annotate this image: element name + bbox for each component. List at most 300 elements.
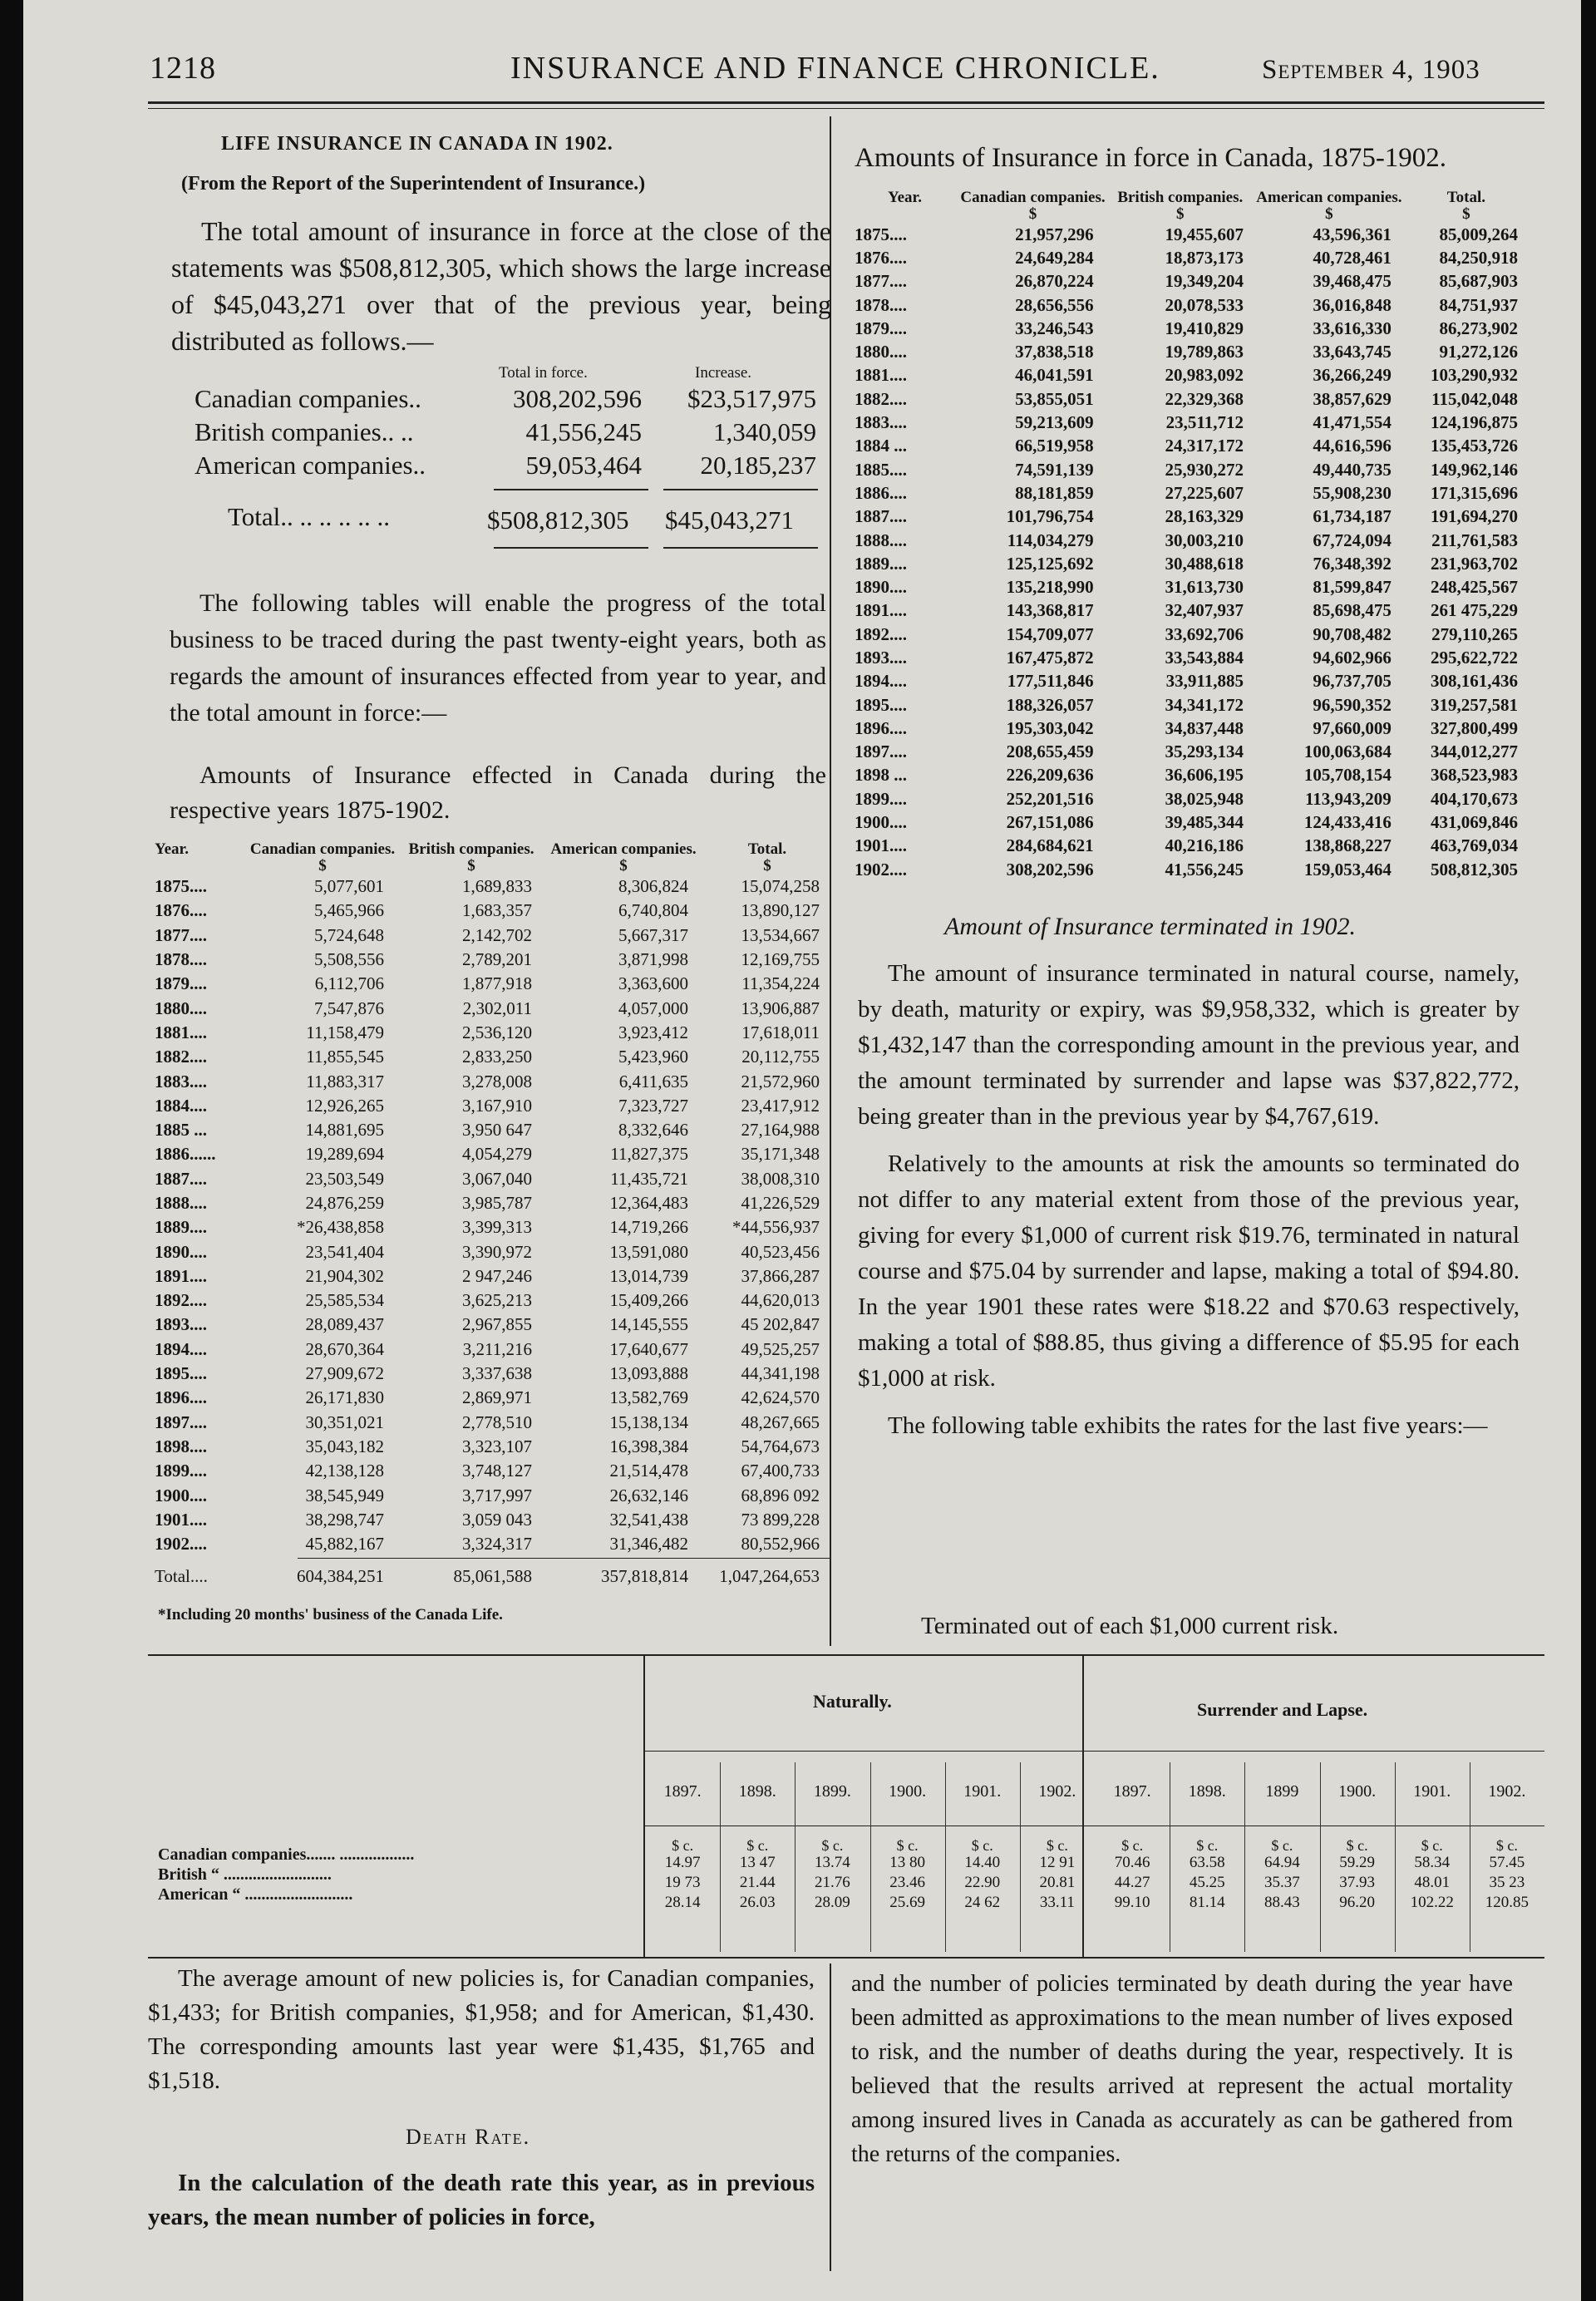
rates-year-header: 1902. [1038, 1782, 1076, 1801]
total-cell: 85,061,588 [453, 1566, 532, 1586]
rates-bottom-rule [148, 1957, 1544, 1959]
value-cell: 27,225,607 [1165, 482, 1244, 503]
year-cell: 1879.... [855, 318, 907, 338]
value-cell: 17,618,011 [741, 1022, 820, 1042]
rate-cell: 13 47 [739, 1854, 776, 1871]
value-cell: 42,138,128 [305, 1461, 384, 1481]
value-cell: 19,455,607 [1165, 224, 1244, 244]
rate-table-title: Terminated out of each $1,000 current risk. [921, 1613, 1339, 1639]
table-row [855, 435, 1530, 458]
value-cell: 13,093,888 [609, 1363, 688, 1384]
value-cell: 66,519,958 [1015, 436, 1094, 456]
value-cell: 6,112,706 [314, 973, 384, 994]
value-cell: 31,346,482 [609, 1534, 688, 1555]
value-cell: 3,923,412 [618, 1022, 688, 1042]
table-row [855, 741, 1530, 764]
year-cell: 1877.... [155, 924, 207, 945]
year-cell: 1875.... [155, 876, 207, 897]
value-cell: 14,719,266 [609, 1217, 688, 1238]
value-cell: 46,041,591 [1015, 365, 1094, 386]
table-row [855, 764, 1530, 787]
value-cell: 125,125,692 [1006, 553, 1094, 574]
value-cell: 84,751,937 [1439, 294, 1518, 315]
value-cell: 3,625,213 [462, 1290, 532, 1311]
effected-total-row [155, 1566, 833, 1587]
dollar-sign: $ [1462, 205, 1470, 223]
dollar-sign: $ [619, 857, 628, 875]
value-cell: 11,883,317 [306, 1071, 384, 1091]
table-row [155, 1288, 833, 1313]
summary-rule-1 [494, 489, 648, 490]
year-cell: 1878.... [855, 294, 907, 315]
table-row [855, 811, 1530, 834]
dollar-sign: $ [763, 857, 771, 875]
value-cell: *44,556,937 [732, 1217, 820, 1238]
rates-unit: $ c. [1046, 1837, 1068, 1854]
value-cell: 33,246,543 [1015, 318, 1094, 338]
value-cell: 36,016,848 [1313, 294, 1392, 315]
table-row [855, 293, 1530, 317]
year-cell: 1888.... [855, 530, 907, 550]
rate-cell: 96.20 [1339, 1894, 1375, 1911]
value-cell: 13,582,769 [609, 1387, 688, 1408]
value-cell: 100,063,684 [1303, 742, 1392, 762]
value-cell: 3,748,127 [462, 1461, 532, 1481]
value-cell: 44,341,198 [741, 1363, 820, 1384]
summary-row [195, 451, 826, 484]
value-cell: 40,523,456 [741, 1241, 820, 1262]
value-cell: 188,326,057 [1006, 694, 1094, 715]
value-cell: 44,616,596 [1313, 436, 1392, 456]
value-cell: 12,169,755 [741, 949, 820, 970]
value-cell: 34,341,172 [1165, 694, 1244, 715]
value-cell: 5,465,966 [314, 900, 384, 921]
table-row [855, 575, 1530, 599]
value-cell: 15,409,266 [609, 1290, 688, 1311]
rate-cell: 28.14 [664, 1894, 701, 1911]
value-cell: 138,868,227 [1303, 835, 1392, 856]
year-cell: 1887.... [155, 1168, 207, 1189]
year-cell: 1890.... [155, 1241, 207, 1262]
terminated-para-1: The amount of insurance terminated in natural course, namely, by death, maturity or expiry, was $9,958,332, which is greater by $1,432,147 than the corresponding amount in the previous year, and the amount terminated by surrender and lapse was $37,822,772, being greater than in the previous year by $4,767,619. [858, 960, 1520, 1130]
rates-row-label: British “ .......................... [158, 1865, 332, 1884]
value-cell: 14,145,555 [609, 1314, 688, 1335]
value-cell: 463,769,034 [1431, 835, 1518, 856]
value-cell: 13,906,887 [741, 998, 820, 1018]
table-row [855, 693, 1530, 717]
value-cell: 11,855,545 [306, 1047, 384, 1067]
value-cell: 23,503,549 [305, 1168, 384, 1189]
effected-col-year: Year. [155, 840, 189, 858]
value-cell: 267,151,086 [1006, 812, 1094, 833]
value-cell: 5,508,556 [314, 949, 384, 970]
value-cell: 30,003,210 [1165, 530, 1244, 550]
value-cell: 49,525,257 [741, 1338, 820, 1359]
rates-year-header: 1897. [663, 1782, 702, 1801]
rate-cell: 14.97 [664, 1854, 701, 1871]
value-cell: 3,390,972 [462, 1241, 532, 1262]
value-cell: 3,059 043 [462, 1509, 532, 1530]
rate-cell: 120.85 [1485, 1894, 1530, 1911]
value-cell: 28,656,556 [1015, 294, 1094, 315]
rate-cell: 37.93 [1339, 1874, 1375, 1891]
table-row [855, 858, 1530, 881]
year-cell: 1889.... [155, 1217, 207, 1238]
year-cell: 1900.... [855, 812, 907, 833]
rate-cell: 21.44 [739, 1874, 776, 1891]
table-row [855, 364, 1530, 387]
summary-row [195, 417, 826, 451]
table-row [155, 1118, 833, 1142]
value-cell: 21,957,296 [1015, 224, 1094, 244]
value-cell: 105,708,154 [1303, 765, 1392, 786]
effected-total-rule [298, 1558, 830, 1559]
year-cell: 1891.... [855, 600, 907, 621]
value-cell: 11,354,224 [741, 973, 820, 994]
rates-top-rule [148, 1654, 1544, 1656]
table-row [855, 623, 1530, 646]
table-row [155, 924, 833, 948]
value-cell: 1,683,357 [462, 900, 532, 921]
value-cell: 3,399,313 [462, 1217, 532, 1238]
value-cell: 195,303,042 [1006, 717, 1094, 738]
year-cell: 1902.... [855, 859, 907, 880]
table-row [855, 270, 1530, 293]
year-cell: 1884 ... [855, 436, 907, 456]
value-cell: 37,866,287 [741, 1265, 820, 1286]
rate-cell: 12 91 [1039, 1854, 1076, 1871]
rates-year-header: 1902. [1488, 1782, 1526, 1801]
value-cell: 85,009,264 [1439, 224, 1518, 244]
rates-year-header: 1898. [738, 1782, 776, 1801]
value-cell: 177,511,846 [1007, 671, 1094, 692]
rate-cell: 13.74 [815, 1854, 850, 1871]
terminated-para-2: Relatively to the amounts at risk the amounts so terminated do not differ to any material extent from those of the previous year, giving for every $1,000 of current risk $19.76, terminated in natural course and $75.04 by surrender and lapse, making a total of $94.80. In the year 1901 these rates were $18.22 and $70.63 respectively, making a total of $88.85, thus giving a difference of $5.95 for each $1,000 at risk. [858, 1150, 1520, 1392]
value-cell: 21,904,302 [305, 1265, 384, 1286]
rate-cell: 88.43 [1264, 1894, 1300, 1911]
value-cell: 12,926,265 [305, 1095, 384, 1116]
value-cell: 21,514,478 [609, 1461, 688, 1481]
value-cell: 41,556,245 [1165, 859, 1244, 880]
rates-unit: $ c. [1271, 1837, 1293, 1854]
year-cell: 1890.... [855, 577, 907, 598]
value-cell: 2,967,855 [462, 1314, 532, 1335]
value-cell: 103,290,932 [1431, 365, 1518, 386]
value-cell: 33,543,884 [1165, 647, 1244, 668]
value-cell: 6,740,804 [618, 900, 688, 921]
value-cell: 191,694,270 [1431, 506, 1518, 527]
value-cell: 308,202,596 [1006, 859, 1094, 880]
value-cell: 40,728,461 [1313, 247, 1392, 268]
value-cell: 59,213,609 [1015, 412, 1094, 433]
header-rule-thin [148, 108, 1544, 109]
inforce-col-total: Total. [1446, 189, 1486, 206]
rate-cell: 35 23 [1489, 1874, 1525, 1891]
value-cell: 24,649,284 [1015, 247, 1094, 268]
table-row [155, 1313, 833, 1337]
value-cell: 85,687,903 [1439, 271, 1518, 292]
year-cell: 1893.... [855, 647, 907, 668]
value-cell: 86,273,902 [1439, 318, 1518, 338]
value-cell: 40,216,186 [1165, 835, 1244, 856]
value-cell: 24,317,172 [1165, 436, 1244, 456]
value-cell: 135,453,726 [1431, 436, 1518, 456]
value-cell: 34,837,448 [1165, 717, 1244, 738]
article-title: LIFE INSURANCE IN CANADA IN 1902. [221, 133, 613, 155]
value-cell: 7,323,727 [618, 1095, 688, 1116]
value-cell: 159,053,464 [1303, 859, 1392, 880]
rates-unit: $ c. [746, 1837, 769, 1854]
value-cell: 38,545,949 [305, 1485, 384, 1505]
table-row [155, 1435, 833, 1459]
issue-date: September 4, 1903 [1262, 55, 1480, 85]
summary-col-force: Total in force. [499, 364, 588, 382]
rate-cell: 64.94 [1264, 1854, 1300, 1871]
value-cell: 19,289,694 [305, 1144, 384, 1165]
value-cell: 35,171,348 [741, 1144, 820, 1165]
value-cell: 73 899,228 [741, 1509, 820, 1530]
rates-row-labels [158, 1845, 640, 1905]
year-cell: 1878.... [155, 949, 207, 970]
rate-cell: 48.01 [1414, 1874, 1451, 1891]
value-cell: 26,171,830 [305, 1387, 384, 1408]
effected-col-american: American companies. [550, 840, 697, 858]
year-cell: 1885 ... [155, 1120, 207, 1141]
value-cell: 1,689,833 [462, 876, 532, 897]
value-cell: 8,332,646 [618, 1120, 688, 1141]
year-cell: 1900.... [155, 1485, 207, 1505]
rates-unit: $ c. [1495, 1837, 1518, 1854]
value-cell: 28,670,364 [305, 1338, 384, 1359]
year-cell: 1894.... [855, 671, 907, 692]
year-cell: 1875.... [855, 224, 907, 244]
inforce-table-title: Amounts of Insurance in force in Canada, 1875-1902. [855, 143, 1447, 173]
value-cell: 143,368,817 [1006, 600, 1094, 621]
value-cell: 32,407,937 [1165, 600, 1244, 621]
value-cell: 67,724,094 [1313, 530, 1392, 550]
value-cell: 96,737,705 [1313, 671, 1392, 692]
total-cell: 604,384,251 [297, 1566, 384, 1586]
summary-table [195, 384, 826, 484]
table-row [855, 317, 1530, 340]
table-row [155, 1566, 833, 1587]
death-rate-block [148, 2166, 815, 2234]
value-cell: 208,655,459 [1006, 742, 1094, 762]
value-cell: 3,167,910 [462, 1095, 532, 1116]
table-row [855, 717, 1530, 740]
value-cell: 344,012,277 [1431, 742, 1518, 762]
table-row [155, 996, 833, 1020]
value-cell: 88,181,859 [1015, 482, 1094, 503]
average-amount-block [148, 1962, 815, 2098]
value-cell: 114,034,279 [1007, 530, 1094, 550]
value-cell: 15,138,134 [609, 1412, 688, 1432]
rates-year-header: 1900. [1338, 1782, 1377, 1801]
value-cell: *26,438,858 [297, 1217, 384, 1238]
rate-cell: 44.27 [1114, 1874, 1150, 1891]
value-cell: 35,293,134 [1165, 742, 1244, 762]
year-cell: 1880.... [855, 342, 907, 362]
value-cell: 20,078,533 [1165, 294, 1244, 315]
rate-cell: 20.81 [1039, 1874, 1076, 1891]
table-row [855, 552, 1530, 575]
value-cell: 2,869,971 [462, 1387, 532, 1408]
value-cell: 1,877,918 [462, 973, 532, 994]
table-row [155, 1215, 833, 1239]
value-cell: 252,201,516 [1006, 788, 1094, 809]
value-cell: 80,552,966 [741, 1534, 820, 1555]
value-cell: 2,142,702 [462, 924, 532, 945]
value-cell: 37,838,518 [1015, 342, 1094, 362]
year-cell: 1880.... [155, 998, 207, 1018]
rate-cell: 14.40 [964, 1854, 1001, 1871]
table-row [155, 1045, 833, 1069]
year-cell: 1893.... [155, 1314, 207, 1335]
rates-unit: $ c. [1121, 1837, 1144, 1854]
inforce-col-british: British companies. [1117, 189, 1244, 206]
value-cell: 25,585,534 [305, 1290, 384, 1311]
rate-cell: 35.37 [1264, 1874, 1300, 1891]
table-row [155, 1239, 833, 1264]
value-cell: 171,315,696 [1431, 482, 1518, 503]
intro-text: The total amount of insurance in force at the close of the statements was $508,812,305, which shows the large increase of $45,043,271 over that of the previous year, being distributed as follows.— [171, 216, 831, 356]
value-cell: 84,250,918 [1439, 247, 1518, 268]
value-cell: 25,930,272 [1165, 459, 1244, 480]
value-cell: 431,069,846 [1431, 812, 1518, 833]
year-cell: 1897.... [155, 1412, 207, 1432]
rates-group-surrender: Surrender and Lapse. [1197, 1699, 1368, 1720]
table-row [155, 1021, 833, 1045]
year-cell: 1883.... [155, 1071, 207, 1091]
value-cell: 11,827,375 [610, 1144, 688, 1165]
table-row [155, 875, 833, 899]
total-label: Total.... [155, 1566, 208, 1586]
value-cell: 19,410,829 [1165, 318, 1244, 338]
year-cell: 1888.... [155, 1193, 207, 1213]
dollar-sign: $ [1176, 205, 1185, 223]
value-cell: 55,908,230 [1313, 482, 1392, 503]
value-cell: 6,411,635 [618, 1071, 688, 1091]
value-cell: 91,272,126 [1439, 342, 1518, 362]
value-cell: 41,226,529 [741, 1193, 820, 1213]
value-cell: 19,349,204 [1165, 271, 1244, 292]
value-cell: 23,417,912 [741, 1095, 820, 1116]
value-cell: 24,876,259 [305, 1193, 384, 1213]
value-cell: 44,620,013 [741, 1290, 820, 1311]
value-cell: 13,591,080 [609, 1241, 688, 1262]
value-cell: 4,054,279 [462, 1144, 532, 1165]
dollar-sign: $ [467, 857, 475, 875]
value-cell: 2,833,250 [462, 1047, 532, 1067]
rates-unit: $ c. [1346, 1837, 1368, 1854]
value-cell: 13,890,127 [741, 900, 820, 921]
effected-col-british: British companies. [408, 840, 534, 858]
rates-unit: $ c. [672, 1837, 694, 1854]
rate-cell: 25.69 [889, 1894, 925, 1911]
death-rate-text: In the calculation of the death rate this year, as in previous years, the mean number of policies in force, [148, 2170, 815, 2230]
year-cell: 1896.... [155, 1387, 207, 1408]
summary-row-increase: 1,340,059 [713, 417, 816, 446]
value-cell: 13,014,739 [609, 1265, 688, 1286]
year-cell: 1902.... [155, 1534, 207, 1555]
value-cell: 261 475,229 [1431, 600, 1518, 621]
value-cell: 23,511,712 [1165, 412, 1244, 433]
value-cell: 3,067,040 [462, 1168, 532, 1189]
value-cell: 61,734,187 [1313, 506, 1392, 527]
summary-row-force: 59,053,464 [525, 451, 642, 480]
value-cell: 327,800,499 [1431, 717, 1518, 738]
value-cell: 67,400,733 [741, 1461, 820, 1481]
value-cell: 42,624,570 [741, 1387, 820, 1408]
value-cell: 54,764,673 [741, 1436, 820, 1456]
value-cell: 3,871,998 [618, 949, 688, 970]
table-row [855, 529, 1530, 552]
value-cell: 2,302,011 [462, 998, 532, 1018]
value-cell: 319,257,581 [1431, 694, 1518, 715]
table-row [155, 1069, 833, 1093]
value-cell: 2,789,201 [462, 949, 532, 970]
value-cell: 94,602,966 [1313, 647, 1392, 668]
mortality-block [851, 1967, 1513, 2171]
table-row [155, 1167, 833, 1191]
year-cell: 1894.... [155, 1338, 207, 1359]
value-cell: 76,348,392 [1313, 553, 1392, 574]
summary-rule-2 [663, 489, 818, 490]
rate-cell: 70.46 [1114, 1854, 1150, 1871]
value-cell: 279,110,265 [1431, 623, 1518, 644]
value-cell: 2 947,246 [462, 1265, 532, 1286]
value-cell: 231,963,702 [1431, 553, 1518, 574]
rate-cell: 58.34 [1414, 1854, 1451, 1871]
value-cell: 3,717,997 [462, 1485, 532, 1505]
table-row [855, 458, 1530, 481]
value-cell: 33,692,706 [1165, 623, 1244, 644]
value-cell: 53,855,051 [1015, 388, 1094, 409]
value-cell: 90,708,482 [1313, 623, 1392, 644]
rate-cell: 57.45 [1489, 1854, 1525, 1871]
value-cell: 5,077,601 [314, 876, 384, 897]
rates-year-header: 1901. [963, 1782, 1002, 1801]
value-cell: 27,909,672 [305, 1363, 384, 1384]
value-cell: 45 202,847 [741, 1314, 820, 1335]
value-cell: 295,622,722 [1431, 647, 1518, 668]
table-row [855, 646, 1530, 669]
value-cell: 135,218,990 [1006, 577, 1094, 598]
rates-year-header: 1899 [1265, 1782, 1299, 1801]
table-row [155, 1362, 833, 1386]
value-cell: 48,267,665 [741, 1412, 820, 1432]
value-cell: 18,873,173 [1165, 247, 1244, 268]
value-cell: 97,660,009 [1313, 717, 1392, 738]
value-cell: 96,590,352 [1313, 694, 1392, 715]
table-row [155, 972, 833, 996]
rate-cell: 59.29 [1339, 1854, 1375, 1871]
dollar-sign: $ [318, 857, 327, 875]
summary-row-label: British companies.. .. [195, 417, 414, 446]
publication-title: INSURANCE AND FINANCE CHRONICLE. [510, 51, 1160, 86]
value-cell: 33,643,745 [1313, 342, 1392, 362]
table-row [855, 223, 1530, 246]
value-cell: 31,613,730 [1165, 577, 1244, 598]
summary-total-rule-2 [663, 547, 818, 549]
year-cell: 1899.... [855, 788, 907, 809]
rates-year-header: 1899. [813, 1782, 851, 1801]
value-cell: 12,364,483 [609, 1193, 688, 1213]
value-cell: 35,043,182 [305, 1436, 384, 1456]
rates-grid [645, 1751, 1544, 1957]
value-cell: 30,351,021 [305, 1412, 384, 1432]
year-cell: 1901.... [855, 835, 907, 856]
